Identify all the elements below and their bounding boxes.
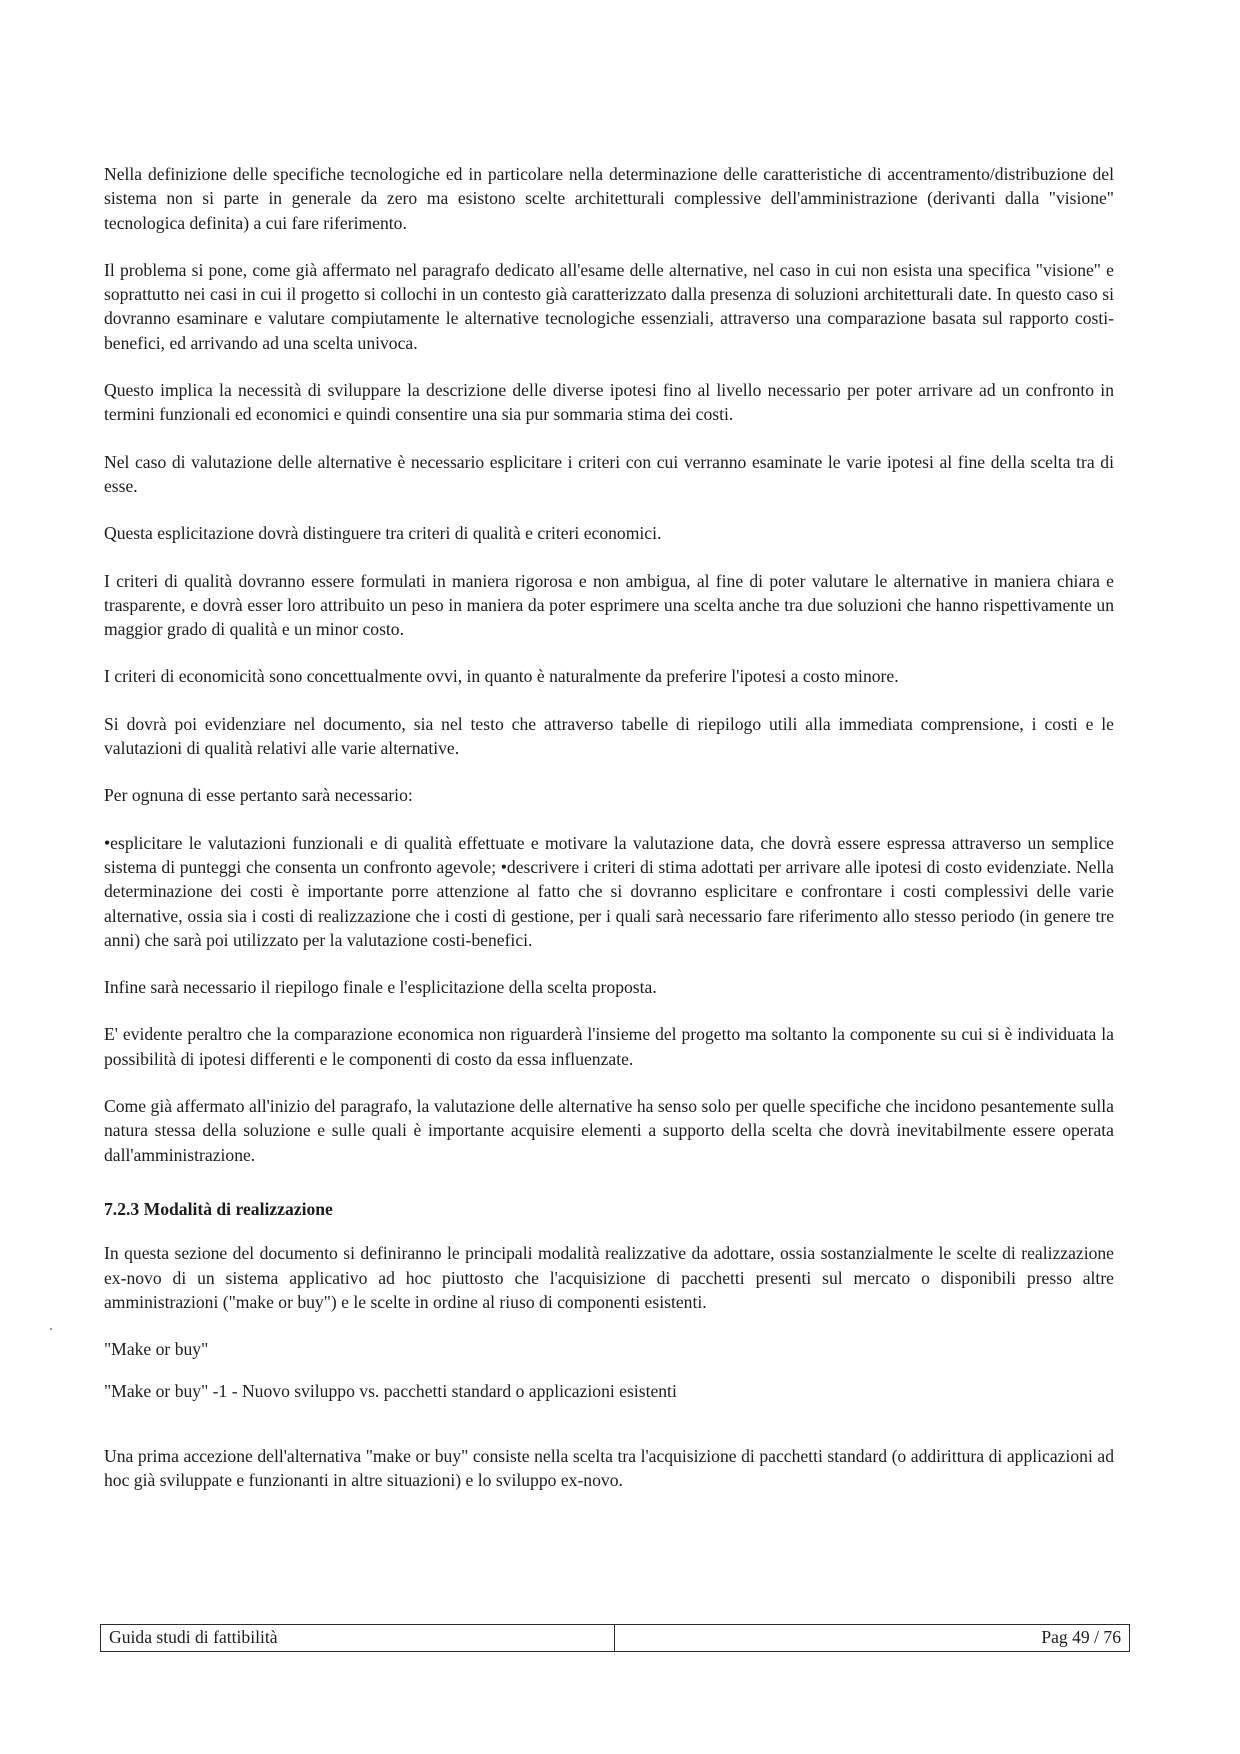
paragraph: I criteri di qualità dovranno essere formulati in maniera rigorosa e non ambigua, al fine di poter valutare le alternative in maniera chiara e trasparente, e dovrà esser loro attribuito un peso in maniera da poter esprimere una scelta anche tra due soluzioni che hanno rispettivamente un maggior grado di qualità e un minor costo. <box>104 570 1114 640</box>
paragraph: Per ognuna di esse pertanto sarà necessario: <box>104 785 413 806</box>
accezione-paragraph: Una prima accezione dell'alternativa "make or buy" consiste nella scelta tra l'acquisizione di pacchetti standard (o addirittura di applicazioni ad hoc già sviluppate e funzionanti in altre situazioni) e lo sviluppo ex-novo. <box>104 1445 1114 1490</box>
paragraph: Si dovrà poi evidenziare nel documento, sia nel testo che attraverso tabelle di riepilogo utili alla immediata comprensione, i costi e le valutazioni di qualità relativi alle varie alternative. <box>104 713 1114 759</box>
footer-page-number: Pag 49 / 76 <box>1041 1627 1121 1647</box>
make-or-buy-1-subheading: "Make or buy" -1 - Nuovo sviluppo vs. pacchetti standard o applicazioni esistenti <box>104 1381 677 1402</box>
paragraph: Come già affermato all'inizio del paragrafo, la valutazione delle alternative ha senso solo per quelle specifiche che incidono pesantemente sulla natura stessa della soluzione e sulle quali è importante acquisire elementi a supporto della scelta che dovrà inevitabilmente essere operata dall'amministrazione. <box>104 1096 1114 1165</box>
bullet-paragraph: •esplicitare le valutazioni funzionali e di qualità effettuate e motivare la valutazione data, che dovrà essere espressa attraverso un semplice sistema di punteggi che consenta un confronto agevole; •descrivere i criteri di stima adottati per arrivare alle ipotesi di costo evidenziate. Nella determinazione dei costi è importante porre attenzione al fatto che si dovranno esplicitare e confrontare i costi complessivi delle varie alternative, ossia sia i costi di realizzazione che i costi di gestione, per i quali sarà necessario fare riferimento allo stesso periodo (in genere tre anni) che sarà poi utilizzato per la valutazione costi-benefici. <box>104 832 1114 950</box>
make-or-buy-subheading: "Make or buy" <box>104 1339 209 1360</box>
paragraph: Nel caso di valutazione delle alternative è necessario esplicitare i criteri con cui verranno esaminate le varie ipotesi al fine della scelta tra di esse. <box>104 451 1114 496</box>
page-footer <box>100 1624 1130 1652</box>
paragraph: I criteri di economicità sono concettualmente ovvi, in quanto è naturalmente da preferire l'ipotesi a costo minore. <box>104 666 899 687</box>
section-intro-paragraph: In questa sezione del documento si definiranno le principali modalità realizzative da adottare, ossia sostanzialmente le scelte di realizzazione ex-novo di un sistema applicativo ad hoc piuttosto che l'acquisizione di pacchetti presenti sul mercato o disponibili presso altre amministrazioni ("make or buy") e le scelte in ordine al riuso di componenti esistenti. <box>104 1243 1114 1312</box>
section-heading: 7.2.3 Modalità di realizzazione <box>104 1198 333 1219</box>
paragraph: E' evidente peraltro che la comparazione economica non riguarderà l'insieme del progetto ma soltanto la componente su cui si è individuata la possibilità di ipotesi differenti e le componenti di costo da essa influenzate. <box>104 1024 1114 1069</box>
paragraph: Questa esplicitazione dovrà distinguere tra criteri di qualità e criteri economici. <box>104 523 662 544</box>
document-body <box>104 162 1114 1515</box>
paragraph: Il problema si pone, come già affermato nel paragrafo dedicato all'esame delle alternative, nel caso in cui non esista una specifica "visione" e soprattutto nei casi in cui il progetto si collochi in un contesto già caratterizzato dalla presenza di soluzioni architetturali date. In questo caso si dovranno esaminare e valutare compiutamente le alternative tecnologiche essenziali, attraverso una comparazione basata sul rapporto costi-benefici, ed arrivando ad una scelta univoca. <box>104 259 1114 353</box>
scan-artifact-dot <box>50 1328 52 1330</box>
footer-document-title: Guida studi di fattibilità <box>101 1625 615 1651</box>
paragraph: Infine sarà necessario il riepilogo finale e l'esplicitazione della scelta proposta. <box>104 977 657 998</box>
paragraph: Questo implica la necessità di sviluppare la descrizione delle diverse ipotesi fino al livello necessario per poter arrivare ad un confronto in termini funzionali ed economici e quindi consentire una sia pur sommaria stima dei costi. <box>104 380 1114 425</box>
paragraph: Nella definizione delle specifiche tecnologiche ed in particolare nella determinazione delle caratteristiche di accentramento/distribuzione del sistema non si parte in generale da zero ma esistono scelte architetturali complessive dell'amministrazione (derivanti dalla "visione" tecnologica definita) a cui fare riferimento. <box>104 164 1114 233</box>
